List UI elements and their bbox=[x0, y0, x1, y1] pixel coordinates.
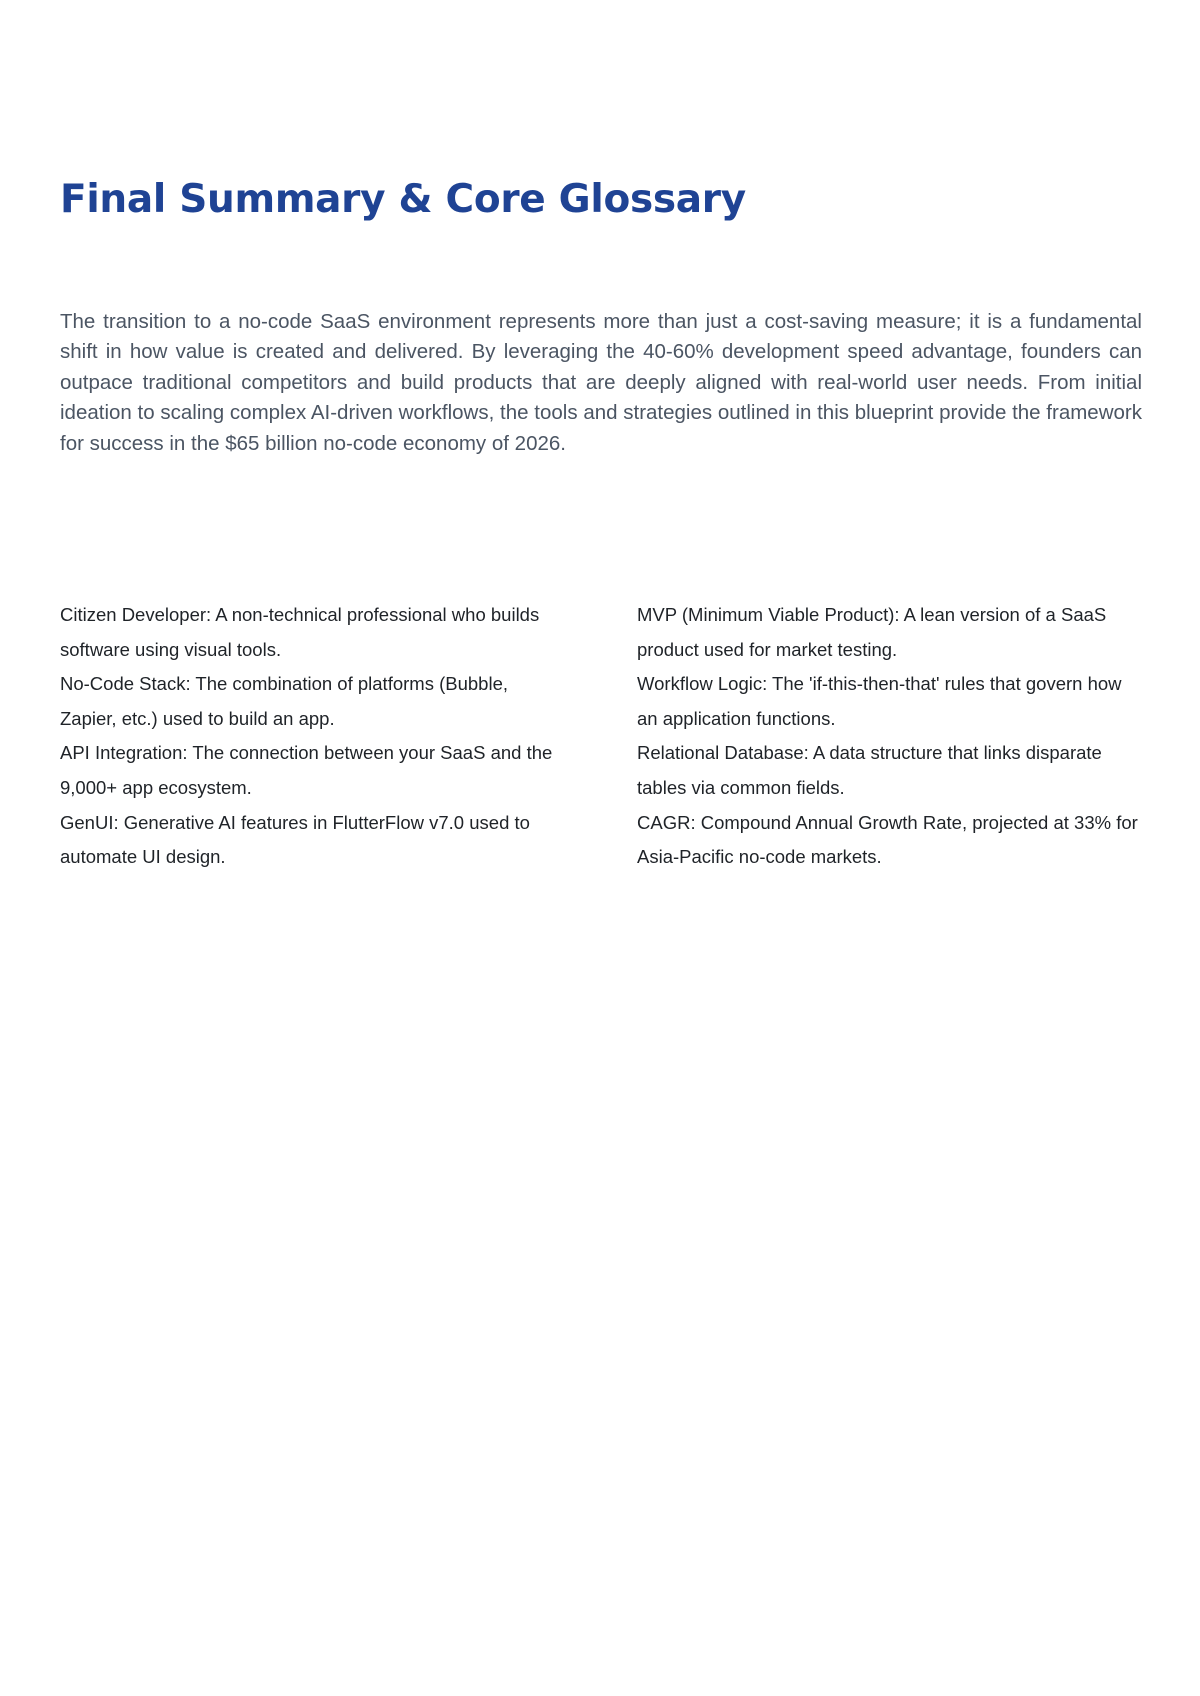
glossary-term-citizen-developer: Citizen Developer: A non-technical professional who builds software using visual tools. bbox=[60, 604, 540, 660]
glossary-term-mvp: MVP (Minimum Viable Product): A lean version of a SaaS product used for market testing. bbox=[637, 604, 1107, 660]
page-title: Final Summary & Core Glossary bbox=[60, 177, 746, 222]
summary-paragraph: The transition to a no-code SaaS environment represents more than just a cost-saving measure; it is a fundamental shift in how value is created and delivered. By leveraging the 40-60% development speed advantage, founders can outpace traditional competitors and build products that are deeply aligned with real-world user needs. From initial ideation to scaling complex AI-driven workflows, the tools and strategies outlined in this blueprint provide the framework for success in the $65 billion no-code economy of 2026. bbox=[60, 310, 1142, 455]
glossary-term-api-integration: API Integration: The connection between your SaaS and the 9,000+ app ecosystem. bbox=[60, 742, 553, 798]
glossary-term-no-code-stack: No-Code Stack: The combination of platforms (Bubble, Zapier, etc.) used to build an app. bbox=[60, 673, 508, 729]
glossary-term-relational-database: Relational Database: A data structure that links disparate tables via common fields. bbox=[637, 742, 1102, 798]
glossary-term-genui: GenUI: Generative AI features in FlutterFlow v7.0 used to automate UI design. bbox=[60, 811, 530, 868]
glossary bbox=[60, 598, 1142, 875]
glossary-term-cagr: CAGR: Compound Annual Growth Rate, projected at 33% for Asia-Pacific no-code markets. bbox=[637, 811, 1138, 868]
glossary-column-right bbox=[637, 598, 1142, 875]
glossary-term-workflow-logic: Workflow Logic: The 'if-this-then-that' rules that govern how an application functions. bbox=[637, 673, 1122, 729]
glossary-column-left bbox=[60, 598, 565, 875]
